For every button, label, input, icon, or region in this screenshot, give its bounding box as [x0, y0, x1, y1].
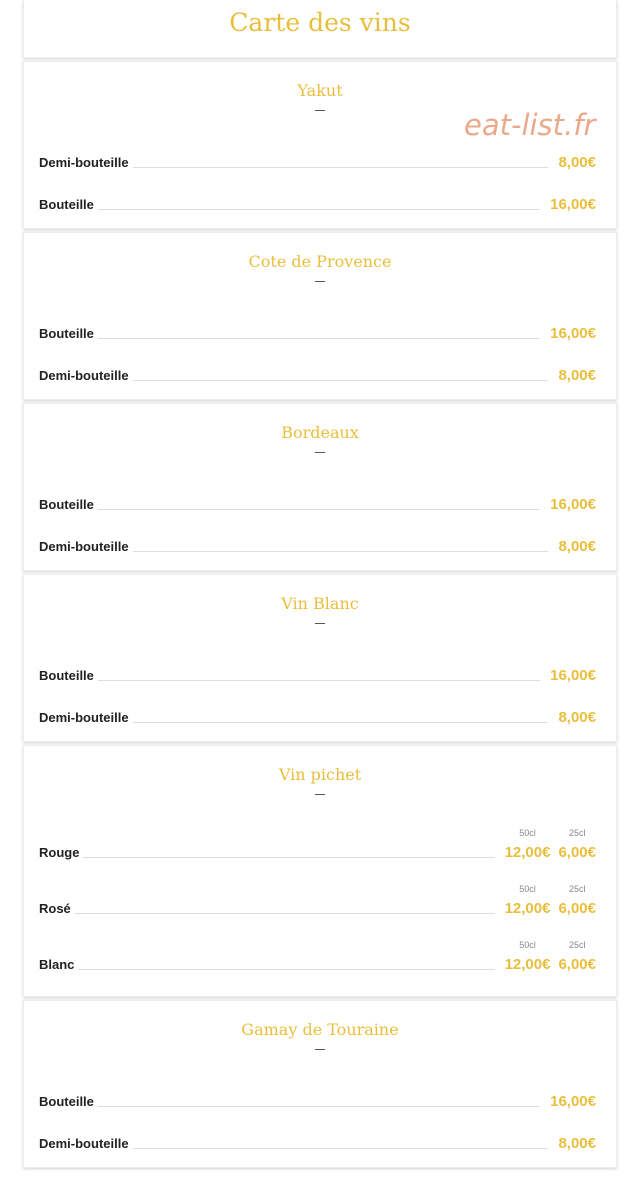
item-list [24, 282, 616, 400]
section-title: Vin Blanc [281, 594, 359, 613]
dotted-leader [133, 167, 549, 168]
item-price: 8,00€ [558, 367, 596, 384]
price-column [505, 939, 551, 973]
item-list [24, 624, 616, 742]
item-name: Demi-bouteille [39, 710, 129, 725]
section-title: Bordeaux [281, 423, 359, 442]
section-title: Yakut [297, 81, 343, 100]
price-column [558, 939, 596, 973]
section-card [23, 232, 617, 400]
dotted-leader [133, 1148, 549, 1149]
menu-item [39, 471, 596, 513]
item-price: 12,00€ [504, 900, 551, 917]
item-price: 16,00€ [550, 667, 596, 684]
item-list [24, 795, 616, 989]
menu-item [39, 917, 596, 973]
item-price: 8,00€ [558, 709, 596, 726]
dotted-leader [133, 380, 549, 381]
dotted-leader [133, 551, 549, 552]
item-name: Bouteille [39, 197, 94, 212]
menu-item [39, 805, 596, 861]
item-name: Demi-bouteille [39, 539, 129, 554]
item-price: 6,00€ [558, 844, 596, 861]
section-card [23, 403, 617, 571]
dotted-leader [83, 857, 494, 858]
item-price: 8,00€ [558, 1135, 596, 1152]
price-group [505, 883, 596, 917]
dotted-leader [98, 338, 540, 339]
item-name: Demi-bouteille [39, 368, 129, 383]
volume-label: 50cl [519, 828, 536, 838]
item-price: 6,00€ [558, 900, 596, 917]
item-price: 8,00€ [558, 538, 596, 555]
volume-label: 50cl [519, 884, 536, 894]
price-group [505, 827, 596, 861]
volume-label: 50cl [519, 940, 536, 950]
menu-item [39, 300, 596, 342]
menu-item [39, 642, 596, 684]
section-card [23, 574, 617, 742]
menu-wrapper [23, 0, 617, 1168]
item-name: Bouteille [39, 1094, 94, 1109]
volume-label: 25cl [568, 884, 586, 894]
section-title: Gamay de Touraine [241, 1020, 399, 1039]
section-card [23, 745, 617, 997]
item-price: 16,00€ [550, 1093, 596, 1110]
section-card [23, 1000, 617, 1168]
item-price: 12,00€ [504, 844, 551, 861]
dotted-leader [98, 1106, 540, 1107]
item-name: Demi-bouteille [39, 1136, 129, 1151]
menu-item [39, 1068, 596, 1110]
item-name: Bouteille [39, 668, 94, 683]
section-title: Vin pichet [278, 765, 362, 784]
menu-item [39, 861, 596, 917]
item-price: 6,00€ [558, 956, 596, 973]
header-card [23, 0, 617, 58]
item-price: 12,00€ [504, 956, 551, 973]
item-name: Rosé [39, 901, 71, 916]
item-name: Demi-bouteille [39, 155, 129, 170]
item-name: Bouteille [39, 326, 94, 341]
watermark-logo: eat-list.fr [464, 108, 596, 142]
section-title: Cote de Provence [248, 252, 392, 271]
item-price: 16,00€ [550, 196, 596, 213]
dotted-leader [75, 913, 495, 914]
volume-label: 25cl [568, 940, 586, 950]
price-column [505, 883, 551, 917]
item-list [24, 453, 616, 571]
menu-item [39, 1110, 596, 1152]
item-name: Bouteille [39, 497, 94, 512]
dotted-leader [98, 509, 540, 510]
item-price: 16,00€ [550, 325, 596, 342]
item-name: Blanc [39, 957, 75, 972]
section-card [23, 61, 617, 229]
item-price: 16,00€ [550, 496, 596, 513]
price-column [505, 827, 551, 861]
menu-item [39, 684, 596, 726]
dotted-leader [98, 680, 540, 681]
item-list [24, 1050, 616, 1168]
dotted-leader [78, 969, 494, 970]
menu-item [39, 513, 596, 555]
dotted-leader [98, 209, 540, 210]
menu-item [39, 171, 596, 213]
item-name: Rouge [39, 845, 80, 860]
price-group [505, 939, 596, 973]
item-price: 8,00€ [558, 154, 596, 171]
volume-label: 25cl [568, 828, 586, 838]
page-title: Carte des vins [229, 8, 411, 37]
dotted-leader [133, 722, 549, 723]
menu-item [39, 342, 596, 384]
price-column [558, 883, 596, 917]
price-column [558, 827, 596, 861]
